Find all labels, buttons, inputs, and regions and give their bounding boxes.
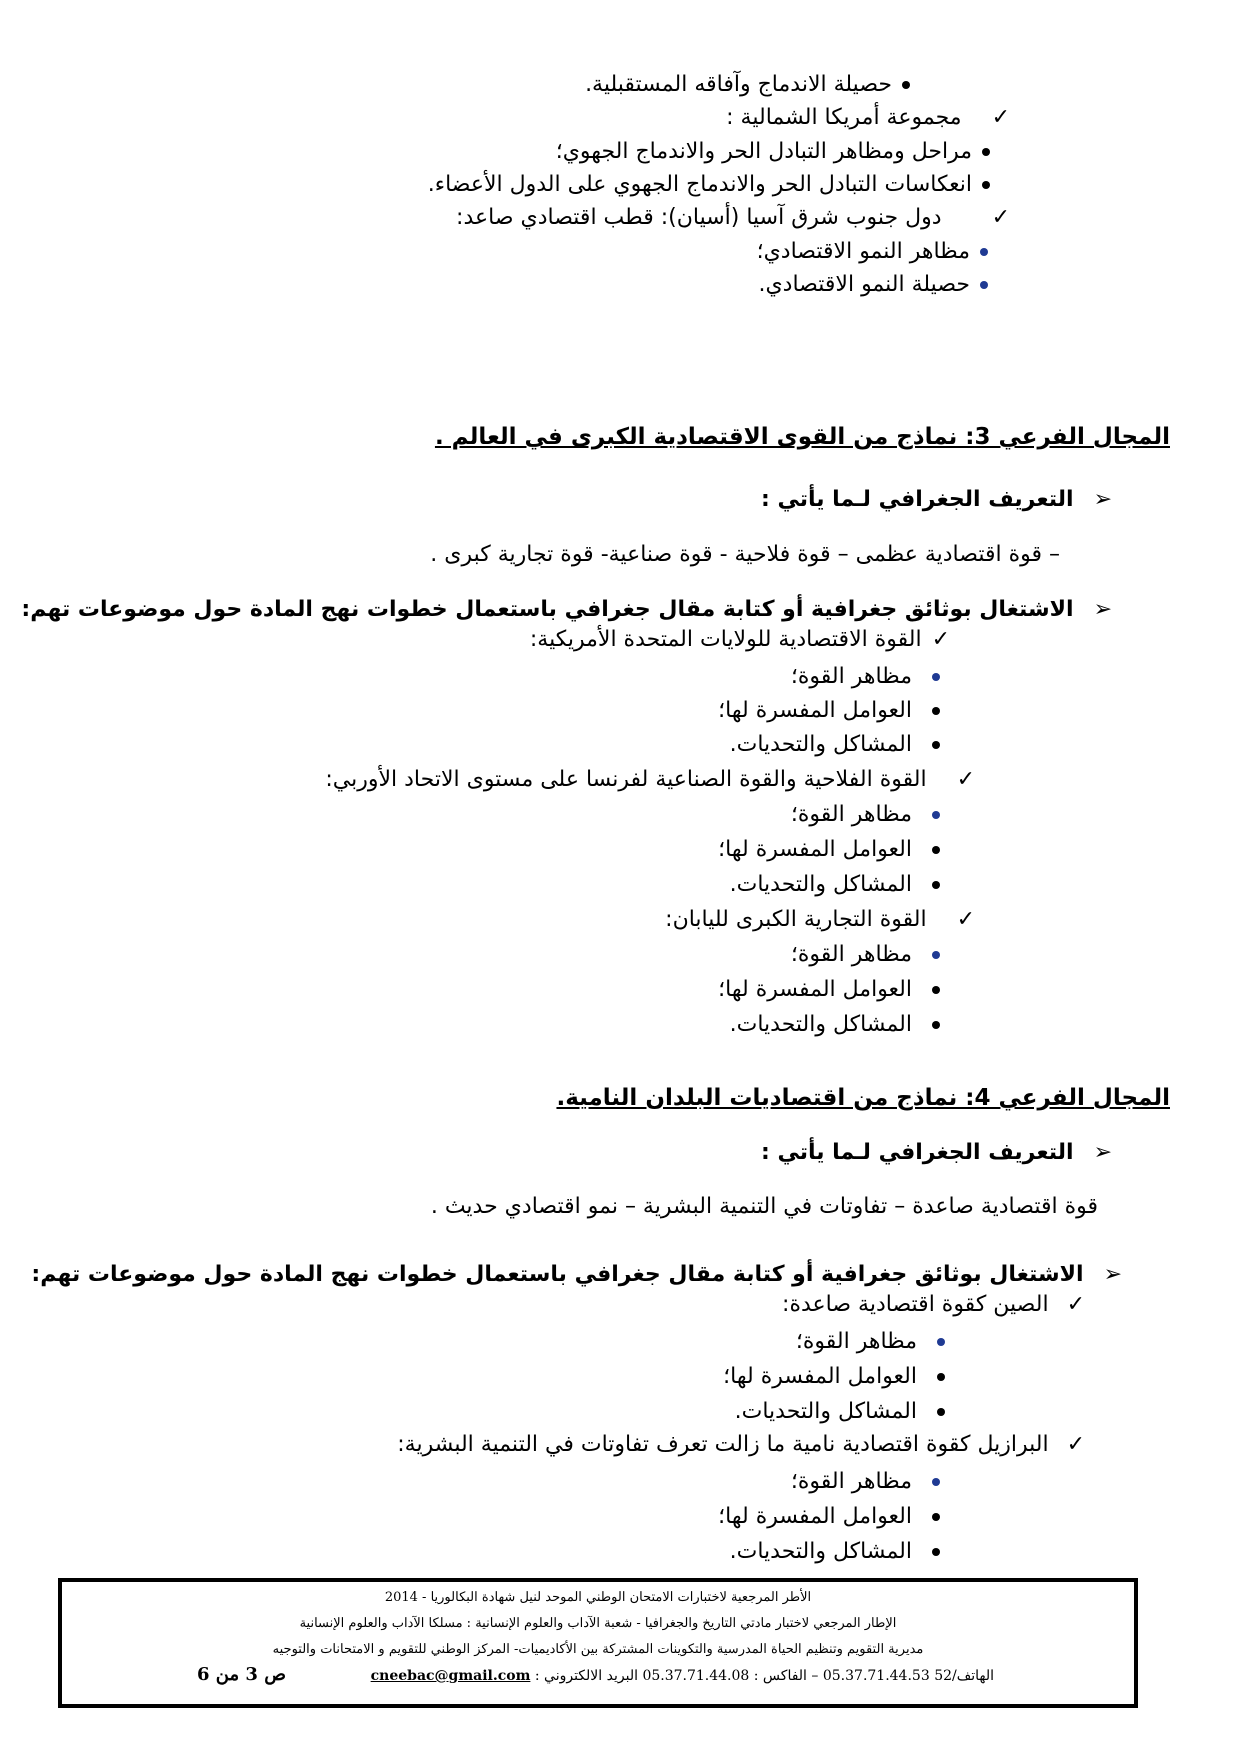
footer-box — [58, 1578, 1138, 1708]
bullet-icon — [932, 986, 940, 994]
bullet-icon — [937, 1408, 945, 1416]
list-item: المشاكل والتحديات. — [730, 870, 940, 900]
list-item: ✓ القوة الاقتصادية للولايات المتحدة الأمريكية: — [530, 625, 950, 655]
footer-contact: الهاتف/52 05.37.71.44.53 – الفاكس : 05.37.71.44.08 البريد الالكتروني : cneebac@gmail.com — [370, 1668, 994, 1684]
list-item: العوامل المفسرة لها؛ — [723, 1362, 945, 1392]
bullet-icon — [932, 741, 940, 749]
bullet-icon — [980, 281, 988, 289]
list-item: العوامل المفسرة لها؛ — [718, 1502, 940, 1532]
list-item: المشاكل والتحديات. — [730, 1537, 940, 1567]
checkmark-icon: ✓ — [991, 205, 1010, 230]
section-title: المجال الفرعي 3: نماذج من القوى الاقتصادية الكبرى في العالم . — [434, 424, 1170, 450]
list-item: مظاهر النمو الاقتصادي؛ — [757, 237, 988, 267]
bullet-icon — [932, 1478, 940, 1486]
footer-line: الإطار المرجعي لاختبار مادتي التاريخ والجغرافيا - شعبة الآداب والعلوم الإنسانية : مسلكا الآداب والعلوم الإنسانية — [299, 1616, 897, 1631]
checkmark-icon: ✓ — [956, 907, 975, 932]
list-item: مظاهر القوة؛ — [791, 1467, 940, 1497]
list-item: ✓ دول جنوب شرق آسيا (أسيان): قطب اقتصادي صاعد: — [456, 203, 1010, 233]
list-item: ✓ الصين كقوة اقتصادية صاعدة: — [782, 1290, 1085, 1320]
subheading: ➢ الاشتغال بوثائق جغرافية أو كتابة مقال جغرافي باستعمال خطوات نهج المادة حول موضوعات تهم: — [31, 1260, 1122, 1290]
list-item: العوامل المفسرة لها؛ — [718, 835, 940, 865]
arrow-bullet-icon: ➢ — [1103, 1262, 1122, 1287]
list-item: مراحل ومظاهر التبادل الحر والاندماج الجهوي؛ — [556, 137, 990, 167]
list-item: ✓ القوة التجارية الكبرى لليابان: — [665, 905, 975, 935]
bullet-icon — [932, 1021, 940, 1029]
checkmark-icon: ✓ — [956, 767, 975, 792]
list-item: ✓ القوة الفلاحية والقوة الصناعية لفرنسا على مستوى الاتحاد الأوربي: — [325, 765, 975, 795]
bullet-icon — [980, 248, 988, 256]
checkmark-icon: ✓ — [1066, 1292, 1085, 1317]
bullet-icon — [937, 1338, 945, 1346]
list-item: المشاكل والتحديات. — [730, 730, 940, 760]
definition-terms: – قوة اقتصادية عظمى – قوة فلاحية - قوة صناعية- قوة تجارية كبرى . — [430, 542, 1060, 567]
subheading: ➢ التعريف الجغرافي لـما يأتي : — [761, 1138, 1112, 1168]
list-item: المشاكل والتحديات. — [735, 1397, 945, 1427]
email-link[interactable]: cneebac@gmail.com — [370, 1668, 531, 1684]
list-item: مظاهر القوة؛ — [791, 800, 940, 830]
bullet-icon — [937, 1373, 945, 1381]
arrow-bullet-icon: ➢ — [1093, 487, 1112, 512]
definition-terms: قوة اقتصادية صاعدة – تفاوتات في التنمية البشرية – نمو اقتصادي حديث . — [430, 1194, 1098, 1219]
checkmark-icon: ✓ — [1066, 1432, 1085, 1457]
list-item: العوامل المفسرة لها؛ — [718, 696, 940, 726]
checkmark-icon: ✓ — [931, 627, 950, 652]
list-item: المشاكل والتحديات. — [730, 1010, 940, 1040]
bullet-icon — [932, 707, 940, 715]
list-item: حصيلة النمو الاقتصادي. — [758, 270, 988, 300]
bullet-icon — [932, 1513, 940, 1521]
bullet-icon — [982, 148, 990, 156]
section-title: المجال الفرعي 4: نماذج من اقتصاديات البلدان النامية. — [556, 1085, 1170, 1111]
bullet-icon — [932, 881, 940, 889]
list-item: مظاهر القوة؛ — [791, 940, 940, 970]
list-item: العوامل المفسرة لها؛ — [718, 975, 940, 1005]
list-item: مظاهر القوة؛ — [796, 1327, 945, 1357]
bullet-icon — [932, 811, 940, 819]
arrow-bullet-icon: ➢ — [1093, 597, 1112, 622]
subheading: ➢ الاشتغال بوثائق جغرافية أو كتابة مقال جغرافي باستعمال خطوات نهج المادة حول موضوعات تهم: — [21, 595, 1112, 625]
bullet-icon — [982, 181, 990, 189]
bullet-icon — [932, 951, 940, 959]
list-item: ✓ البرازيل كقوة اقتصادية نامية ما زالت تعرف تفاوتات في التنمية البشرية: — [397, 1430, 1085, 1460]
footer-line: مديرية التقويم وتنظيم الحياة المدرسية والتكوينات المشتركة بين الأكاديميات- المركز الوطني للتقويم و الامتحانات والتوجيه — [272, 1642, 924, 1657]
bullet-icon — [932, 1548, 940, 1556]
bullet-icon — [932, 846, 940, 854]
bullet-icon — [902, 81, 910, 89]
arrow-bullet-icon: ➢ — [1093, 1140, 1112, 1165]
subheading: ➢ التعريف الجغرافي لـما يأتي : — [761, 485, 1112, 515]
list-item: مظاهر القوة؛ — [791, 662, 940, 692]
footer-line: الأطر المرجعية لاختبارات الامتحان الوطني الموحد لنيل شهادة البكالوريا - 2014 — [384, 1590, 812, 1605]
list-item: حصيلة الاندماج وآفاقه المستقبلية. — [585, 70, 910, 100]
page-number: ص 3 من 6 — [197, 1664, 286, 1685]
list-item: انعكاسات التبادل الحر والاندماج الجهوي على الدول الأعضاء. — [428, 170, 990, 200]
list-item: ✓ مجموعة أمريكا الشمالية : — [726, 103, 1010, 133]
bullet-icon — [932, 673, 940, 681]
checkmark-icon: ✓ — [991, 105, 1010, 130]
